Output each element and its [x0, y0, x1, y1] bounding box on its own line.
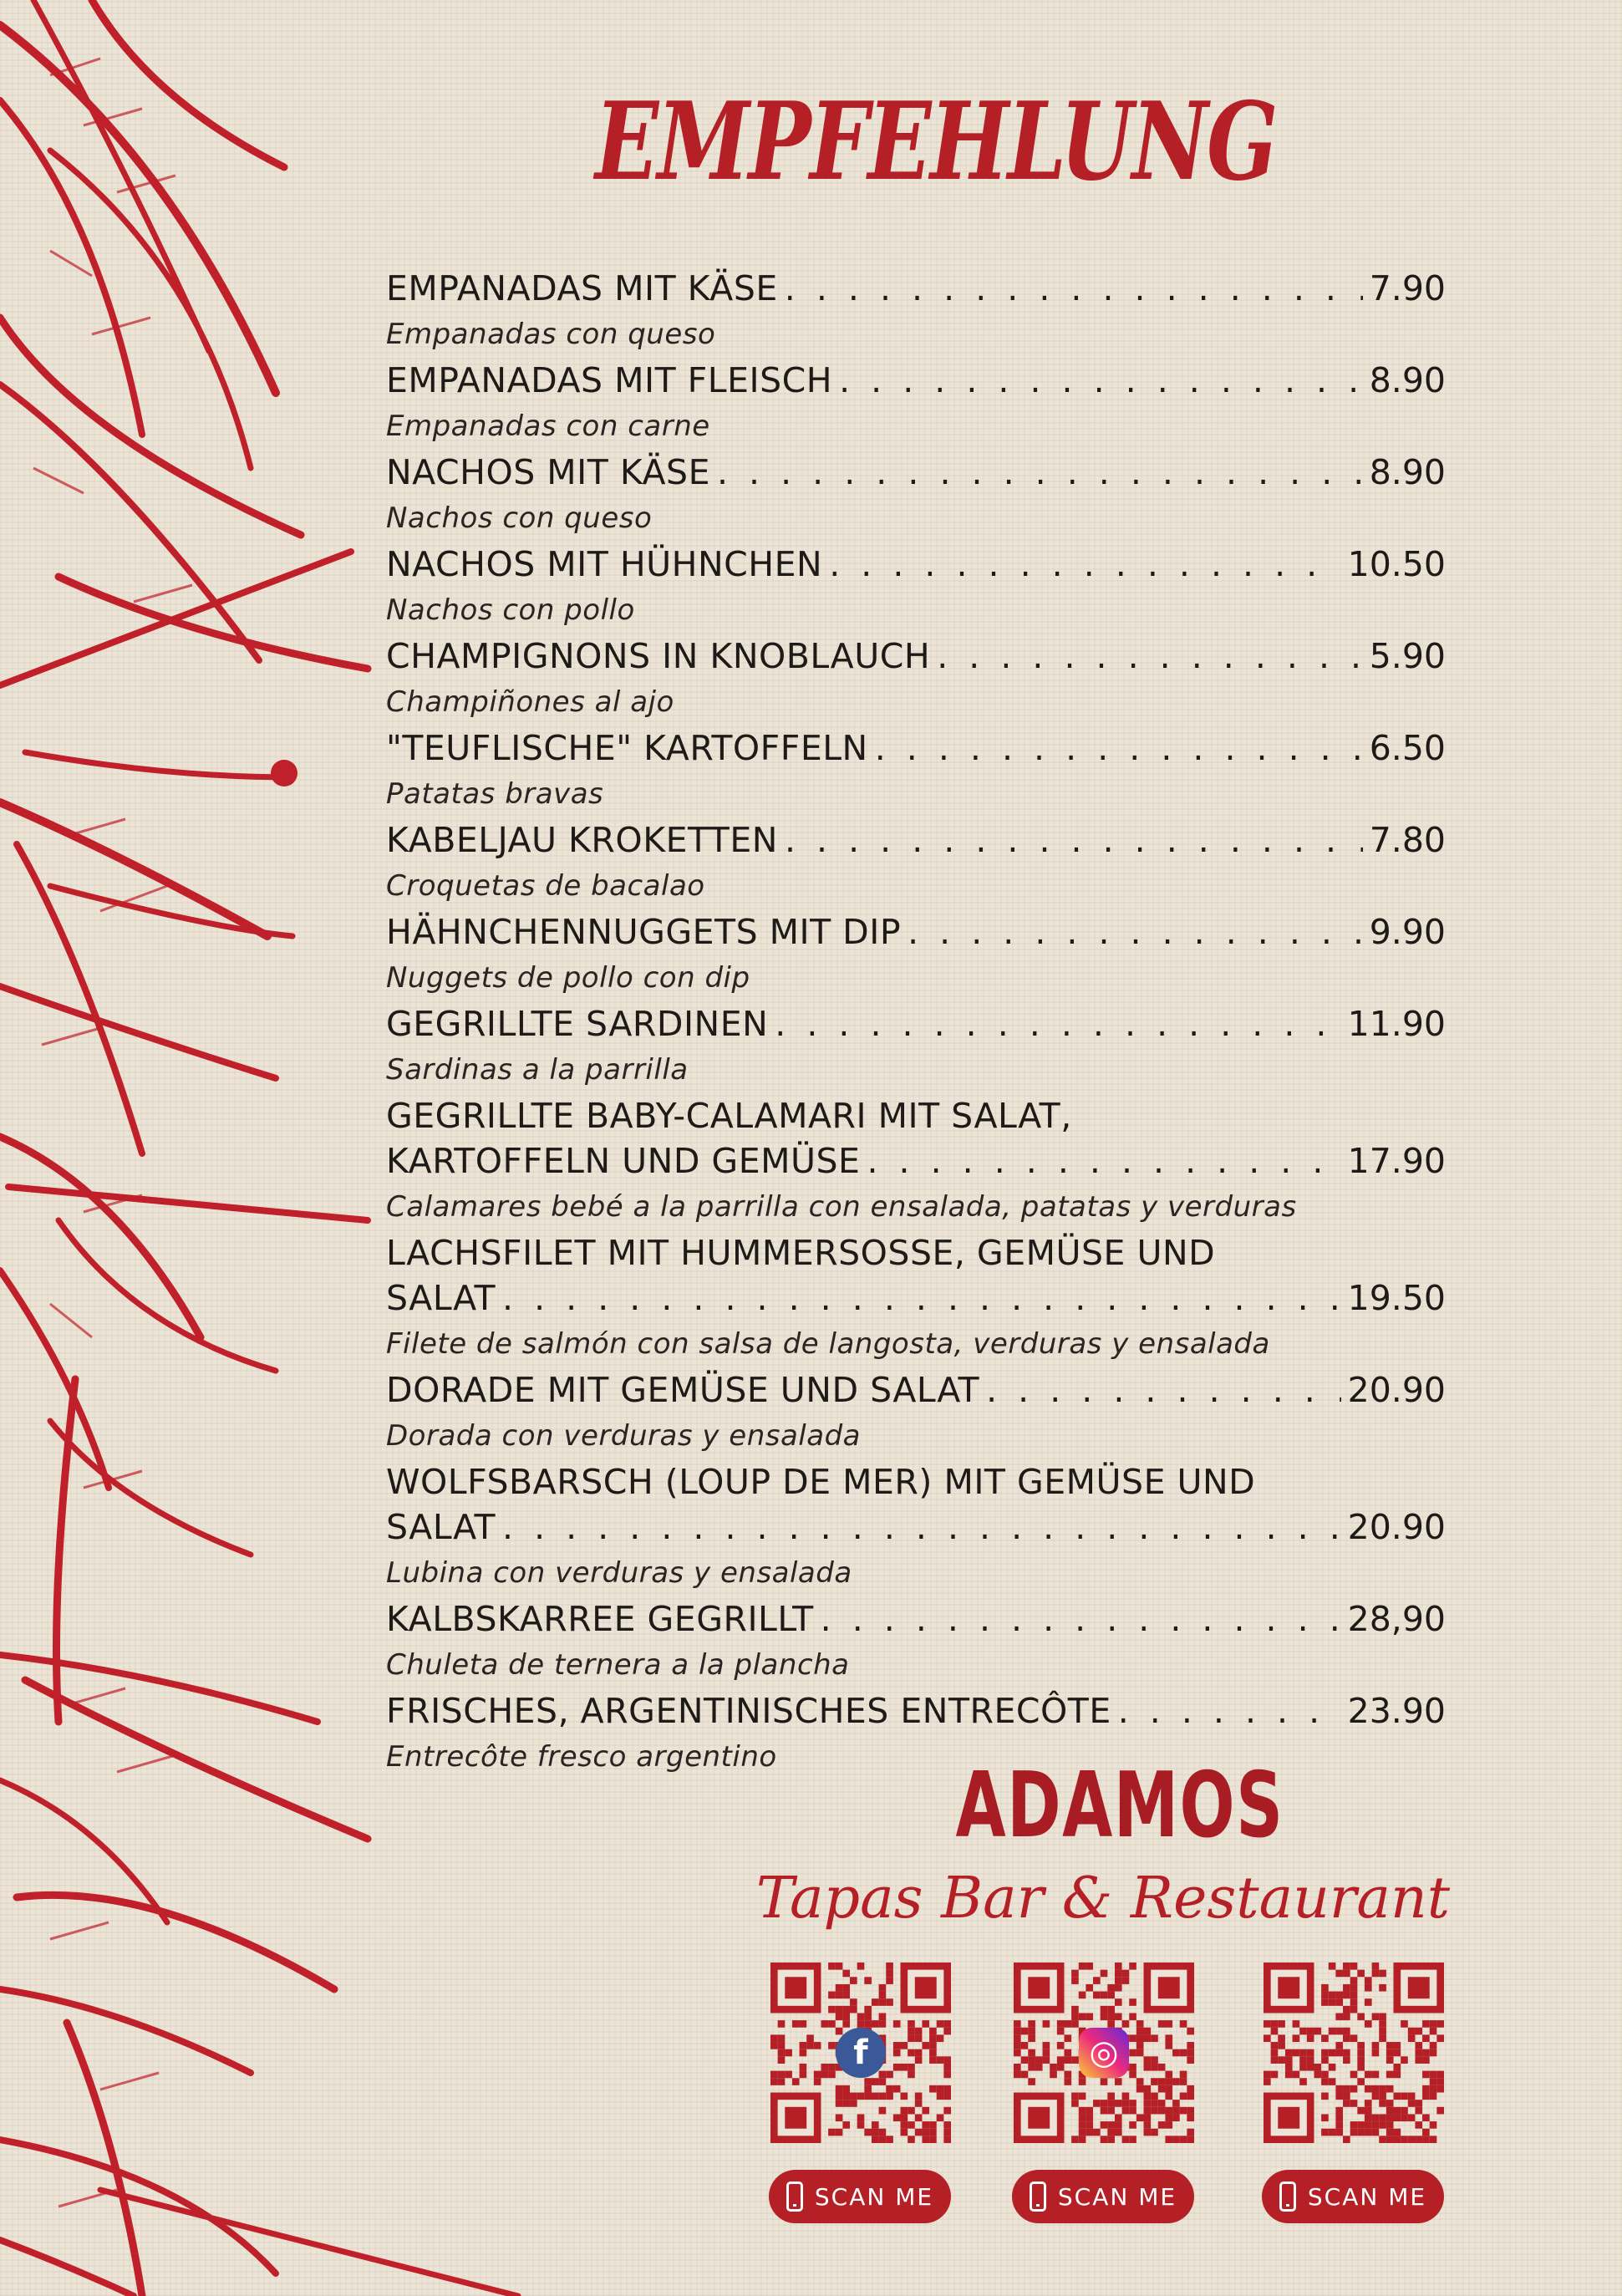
item-price: 17.90: [1347, 1141, 1446, 1181]
qr-code[interactable]: [1264, 1963, 1444, 2143]
item-price: 5.90: [1369, 636, 1446, 676]
menu-item: [386, 450, 1446, 542]
qr-code[interactable]: [770, 1963, 951, 2143]
item-name-line1: WOLFSBARSCH (LOUP DE MER) MIT GEMÜSE UND: [386, 1462, 1256, 1502]
leader-dots: [829, 542, 1340, 587]
item-translation: Champiñones al ajo: [386, 685, 674, 719]
leader-dots: [875, 725, 1363, 771]
menu-item: [386, 1001, 1446, 1093]
item-translation: Entrecôte fresco argentino: [386, 1740, 777, 1774]
item-translation: Calamares bebé a la parrilla con ensalada, patatas y verduras: [386, 1190, 1297, 1224]
item-translation: Croquetas de bacalao: [386, 869, 705, 903]
leader-dots: [502, 1504, 1341, 1550]
menu-list: [386, 266, 1446, 1780]
item-name: CHAMPIGNONS IN KNOBLAUCH: [386, 636, 931, 676]
scan-me-button[interactable]: [1012, 2170, 1194, 2223]
leader-dots: [908, 909, 1363, 955]
menu-item: [386, 542, 1446, 634]
menu-item: [386, 1367, 1446, 1459]
instagram-icon: ◎: [1079, 2028, 1129, 2078]
item-price: 7.80: [1369, 820, 1446, 860]
leader-dots: [821, 1596, 1341, 1642]
item-name: DORADE MIT GEMÜSE UND SALAT: [386, 1370, 980, 1410]
item-price: 9.90: [1369, 912, 1446, 952]
item-name: KARTOFFELN UND GEMÜSE: [386, 1141, 861, 1181]
leader-dots: [839, 358, 1363, 403]
item-price: 11.90: [1347, 1004, 1446, 1044]
item-name: GEGRILLTE SARDINEN: [386, 1004, 769, 1044]
leader-dots: [986, 1367, 1341, 1413]
menu-item: [386, 1596, 1446, 1688]
item-name: "TEUFLISCHE" KARTOFFELN: [386, 728, 868, 768]
item-price: 7.90: [1369, 268, 1446, 308]
item-translation: Dorada con verduras y ensalada: [386, 1419, 861, 1453]
menu-item: [386, 634, 1446, 725]
item-price: 19.50: [1347, 1278, 1446, 1318]
item-name-line1: GEGRILLTE BABY-CALAMARI MIT SALAT,: [386, 1096, 1072, 1136]
item-name: KALBSKARREE GEGRILLT: [386, 1599, 814, 1639]
item-translation: Nachos con pollo: [386, 593, 635, 627]
item-translation: Nachos con queso: [386, 501, 653, 535]
scan-me-button[interactable]: [769, 2170, 951, 2223]
leader-dots: [502, 1275, 1341, 1321]
phone-icon: [1279, 2181, 1296, 2212]
scan-me-label: SCAN ME: [1307, 2182, 1427, 2211]
item-price: 23.90: [1347, 1691, 1446, 1731]
facebook-icon: f: [836, 2028, 886, 2078]
item-price: 10.50: [1347, 544, 1446, 584]
item-name-line1: LACHSFILET MIT HUMMERSOSSE, GEMÜSE UND: [386, 1233, 1216, 1273]
menu-item: [386, 266, 1446, 358]
page-title: EMPFEHLUNG: [595, 79, 1277, 205]
item-name: HÄHNCHENNUGGETS MIT DIP: [386, 912, 902, 952]
item-name: SALAT: [386, 1278, 496, 1318]
leader-dots: [937, 634, 1363, 679]
qr-facebook: [770, 1963, 951, 2223]
qr-instagram: [1014, 1963, 1194, 2223]
item-translation: Empanadas con queso: [386, 318, 716, 351]
item-name: KABELJAU KROKETTEN: [386, 820, 778, 860]
menu-item: [386, 1230, 1446, 1367]
scan-me-label: SCAN ME: [1057, 2182, 1177, 2211]
item-price: 20.90: [1347, 1507, 1446, 1547]
scan-me-label: SCAN ME: [814, 2182, 934, 2211]
leader-dots: [867, 1138, 1340, 1184]
brand-name: ADAMOS: [955, 1754, 1284, 1858]
item-price: 28,90: [1347, 1599, 1446, 1639]
item-price: 8.90: [1369, 452, 1446, 492]
leader-dots: [717, 450, 1363, 495]
leader-dots: [785, 266, 1363, 311]
item-translation: Filete de salmón con salsa de langosta, verduras y ensalada: [386, 1327, 1270, 1361]
item-translation: Nuggets de pollo con dip: [386, 961, 750, 995]
scan-me-button[interactable]: [1262, 2170, 1444, 2223]
menu-item: [386, 909, 1446, 1001]
item-price: 8.90: [1369, 360, 1446, 400]
qr-pattern: [1264, 1963, 1444, 2143]
leader-dots: [785, 817, 1363, 863]
item-translation: Empanadas con carne: [386, 410, 710, 443]
item-name: NACHOS MIT KÄSE: [386, 452, 710, 492]
phone-icon: [786, 2181, 803, 2212]
menu-item: [386, 358, 1446, 450]
qr-code[interactable]: [1014, 1963, 1194, 2143]
item-name: EMPANADAS MIT KÄSE: [386, 268, 778, 308]
item-name: FRISCHES, ARGENTINISCHES ENTRECÔTE: [386, 1691, 1111, 1731]
item-name: EMPANADAS MIT FLEISCH: [386, 360, 833, 400]
menu-item: [386, 1093, 1446, 1230]
item-name: NACHOS MIT HÜHNCHEN: [386, 544, 823, 584]
item-translation: Lubina con verduras y ensalada: [386, 1556, 852, 1590]
phone-icon: [1030, 2181, 1046, 2212]
menu-item: [386, 817, 1446, 909]
menu-item: [386, 725, 1446, 817]
item-translation: Patatas bravas: [386, 777, 604, 811]
item-name: SALAT: [386, 1507, 496, 1547]
leader-dots: [1118, 1688, 1341, 1733]
item-translation: Sardinas a la parrilla: [386, 1053, 689, 1087]
menu-item: [386, 1459, 1446, 1596]
qr-website: [1264, 1963, 1444, 2223]
item-price: 20.90: [1347, 1370, 1446, 1410]
item-price: 6.50: [1369, 728, 1446, 768]
leader-dots: [775, 1001, 1340, 1046]
item-translation: Chuleta de ternera a la plancha: [386, 1648, 850, 1682]
brand-tagline: Tapas Bar & Restaurant: [755, 1866, 1451, 1932]
